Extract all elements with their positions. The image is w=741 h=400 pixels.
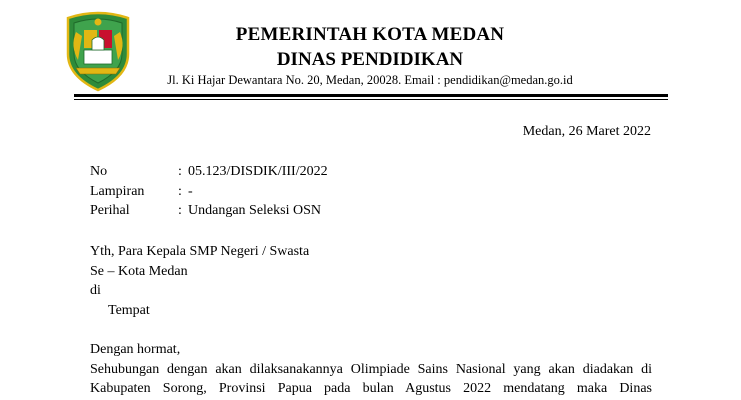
meta-label: Perihal — [90, 203, 130, 218]
letterhead-title-government: PEMERINTAH KOTA MEDAN — [235, 24, 505, 45]
meta-value: Undangan Seleksi OSN — [188, 203, 321, 218]
letterhead-divider-thin — [74, 99, 668, 100]
body-line: Kabupaten Sorong, Provinsi Papua pada bulan Agustus 2022 mendatang maka Dinas — [90, 381, 652, 396]
letter-meta-block — [90, 162, 328, 221]
recipient-line: Tempat — [108, 302, 150, 318]
meta-row-attachment — [90, 182, 328, 202]
letterhead-title-department: DINAS PENDIDIKAN — [276, 49, 464, 70]
recipient-block — [90, 242, 309, 320]
recipient-line: di — [90, 283, 101, 298]
meta-separator: : — [178, 183, 182, 199]
meta-value: 05.123/DISDIK/III/2022 — [188, 164, 328, 179]
city-emblem-logo — [62, 10, 134, 92]
meta-separator: : — [178, 164, 182, 179]
letterhead-address: Jl. Ki Hajar Dewantara No. 20, Medan, 20028. Email : pendidikan@medan.go.id — [167, 73, 573, 87]
letter-body — [90, 340, 652, 399]
recipient-line: Yth, Para Kepala SMP Negeri / Swasta — [90, 244, 310, 259]
greeting: Dengan hormat, — [90, 342, 181, 357]
body-line: Sehubungan dengan akan dilaksanakannya Olimpiade Sains Nasional yang akan diadakan di — [90, 361, 652, 377]
letterhead-divider-thick — [74, 94, 668, 97]
meta-separator: : — [178, 203, 182, 218]
meta-label: Lampiran — [90, 183, 145, 199]
meta-label: No — [90, 164, 108, 179]
recipient-line: Se – Kota Medan — [90, 263, 188, 279]
letter-place-date: Medan, 26 Maret 2022 — [522, 124, 651, 139]
meta-row-subject — [90, 201, 328, 221]
meta-row-number — [90, 162, 328, 182]
meta-value: - — [188, 183, 193, 199]
